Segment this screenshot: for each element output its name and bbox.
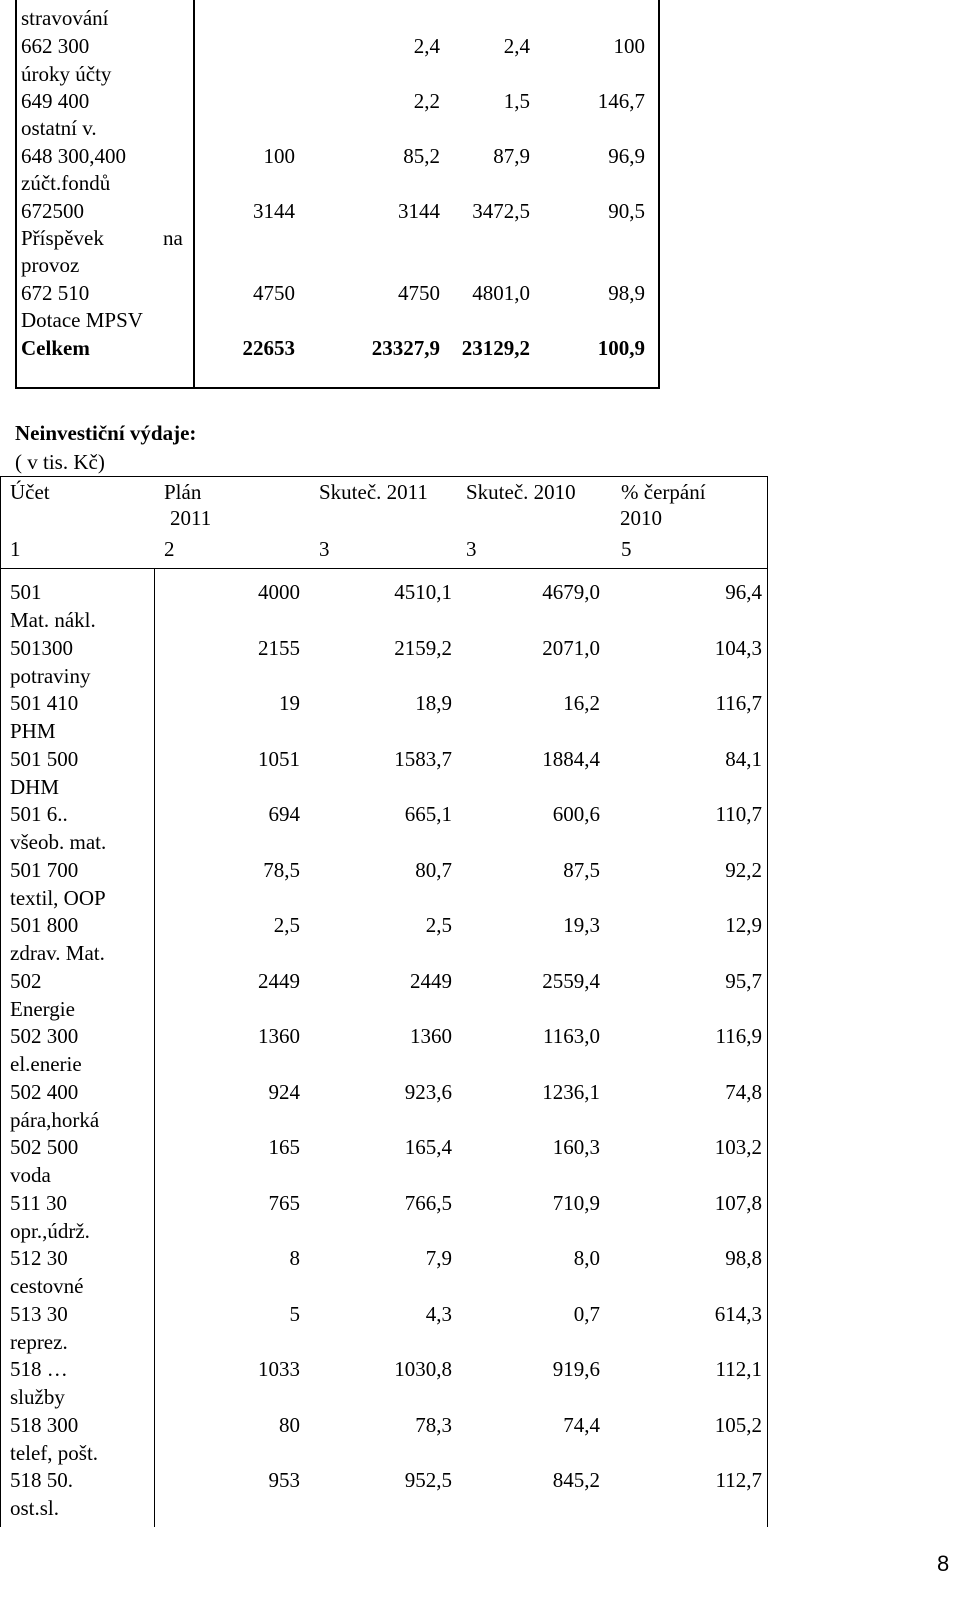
col-number: 5 [621,537,632,561]
row-sk2011: 80,7 [415,858,452,882]
row-sk2010: 8,0 [573,1246,600,1270]
row-account-name: textil, OOP [10,886,106,910]
top-row-plan2: 85,2 [403,144,440,168]
row-plan: 953 [268,1468,300,1492]
top-row-plan2: 3144 [398,199,440,223]
top-table-left-border [15,0,17,389]
header-top-border [0,476,768,477]
top-total-sk2011: 23129,2 [461,336,530,360]
row-pct: 84,1 [725,747,762,771]
row-sk2011: 18,9 [415,691,452,715]
row-pct: 110,7 [715,802,762,826]
row-plan: 765 [268,1191,300,1215]
row-account-code: 502 300 [10,1024,79,1048]
top-row-code: 672500 [21,199,84,223]
row-pct: 107,8 [714,1191,762,1215]
top-row-label: zúčt.fondů [21,171,111,195]
row-sk2010: 160,3 [552,1135,600,1159]
row-account-code: 501 6.. [10,802,68,826]
row-plan: 5 [289,1302,300,1326]
row-plan: 19 [279,691,300,715]
top-row-plan2: 2,2 [413,89,440,113]
row-pct: 103,2 [714,1135,762,1159]
row-plan: 1051 [258,747,300,771]
top-row-label: na [163,226,183,250]
row-account-name: Mat. nákl. [10,608,96,632]
top-table-divider [193,0,195,389]
row-account-code: 511 30 [10,1191,67,1215]
row-sk2010: 1163,0 [543,1024,600,1048]
row-account-code: 502 400 [10,1080,79,1104]
row-account-name: všeob. mat. [10,830,107,854]
top-table-right-border [658,0,660,389]
top-row-label: Příspěvek [21,226,104,250]
row-sk2011: 766,5 [404,1191,452,1215]
top-row-code: 662 300 [21,34,90,58]
row-sk2010: 710,9 [552,1191,600,1215]
row-account-code: 501 700 [10,858,79,882]
row-plan: 165 [268,1135,300,1159]
top-row-sk2011: 87,9 [493,144,530,168]
top-row-label: provoz [21,253,80,277]
body-divider [154,568,155,1527]
header-right-border [767,476,768,569]
row-account-name: voda [10,1163,51,1187]
page-number: 8 [937,1551,950,1576]
unit-note: ( v tis. Kč) [15,450,105,474]
row-sk2010: 74,4 [563,1413,600,1437]
row-pct: 74,8 [725,1080,762,1104]
top-row-sk2011: 2,4 [503,34,530,58]
row-plan: 2,5 [273,913,300,937]
row-sk2011: 1030,8 [394,1357,452,1381]
row-sk2010: 87,5 [563,858,600,882]
top-row-plan2: 4750 [398,281,440,305]
row-account-name: DHM [10,775,60,799]
row-account-code: 502 [10,969,42,993]
row-sk2010: 845,2 [552,1468,600,1492]
row-sk2011: 1360 [410,1024,452,1048]
row-account-name: telef, pošt. [10,1441,99,1465]
row-account-name: služby [10,1385,65,1409]
top-row-sk2011: 4801,0 [472,281,530,305]
row-account-code: 501 800 [10,913,79,937]
header-ucet: Účet [10,480,50,504]
top-total-label: Celkem [21,336,90,360]
row-account-name: PHM [10,719,56,743]
row-sk2011: 7,9 [425,1246,452,1270]
row-plan: 2449 [258,969,300,993]
row-sk2010: 0,7 [573,1302,600,1326]
row-pct: 98,8 [725,1246,762,1270]
row-account-code: 512 30 [10,1246,68,1270]
row-account-name: zdrav. Mat. [10,941,105,965]
top-row-plan1: 3144 [253,199,295,223]
row-sk2010: 1236,1 [542,1080,600,1104]
row-account-code: 501 500 [10,747,79,771]
row-pct: 112,7 [715,1468,762,1492]
col-number: 3 [319,537,330,561]
row-sk2011: 2449 [410,969,452,993]
row-pct: 96,4 [725,580,762,604]
header-pct-year: 2010 [620,506,662,530]
row-plan: 924 [268,1080,300,1104]
row-sk2011: 2159,2 [394,636,452,660]
top-row-code: 648 300,400 [21,144,126,168]
row-account-name: ost.sl. [10,1496,60,1520]
header-sk2011: Skuteč. 2011 [319,480,428,504]
row-sk2010: 19,3 [563,913,600,937]
col-number: 3 [466,537,477,561]
row-sk2010: 2071,0 [542,636,600,660]
row-plan: 4000 [258,580,300,604]
row-account-name: pára,horká [10,1108,100,1132]
body-right-border [767,568,768,1527]
row-sk2010: 4679,0 [542,580,600,604]
col-number: 2 [164,537,175,561]
top-total-pct: 100,9 [597,336,645,360]
row-pct: 116,9 [715,1024,762,1048]
row-pct: 116,7 [715,691,762,715]
top-row-pct: 96,9 [608,144,645,168]
row-account-code: 518 … [10,1357,68,1381]
top-row-label: stravování [21,6,109,30]
header-pct: % čerpání [621,480,706,504]
row-plan: 80 [279,1413,300,1437]
top-row-label: Dotace MPSV [21,308,143,332]
row-plan: 2155 [258,636,300,660]
row-sk2010: 919,6 [552,1357,600,1381]
row-account-name: cestovné [10,1274,84,1298]
top-row-pct: 146,7 [597,89,645,113]
row-pct: 105,2 [714,1413,762,1437]
row-plan: 694 [268,802,300,826]
row-pct: 112,1 [715,1357,762,1381]
row-account-name: el.enerie [10,1052,82,1076]
row-plan: 78,5 [263,858,300,882]
top-row-sk2011: 1,5 [503,89,530,113]
row-account-code: 513 30 [10,1302,68,1326]
row-sk2010: 1884,4 [542,747,600,771]
row-pct: 104,3 [714,636,762,660]
top-table-bottom-border [15,387,660,389]
top-row-code: 649 400 [21,89,90,113]
row-sk2010: 16,2 [563,691,600,715]
top-row-label: ostatní v. [21,116,97,140]
header-sk2010: Skuteč. 2010 [466,480,576,504]
row-account-name: Energie [10,997,75,1021]
body-left-border [0,568,1,1527]
row-sk2011: 2,5 [425,913,452,937]
row-pct: 614,3 [714,1302,762,1326]
row-account-name: reprez. [10,1330,68,1354]
row-account-code: 501 [10,580,42,604]
top-row-plan1: 4750 [253,281,295,305]
row-plan: 8 [289,1246,300,1270]
row-pct: 92,2 [725,858,762,882]
row-sk2011: 4,3 [425,1302,452,1326]
row-sk2011: 165,4 [404,1135,452,1159]
row-account-name: opr.,údrž. [10,1219,90,1243]
row-sk2011: 923,6 [404,1080,452,1104]
row-sk2011: 952,5 [404,1468,452,1492]
row-sk2011: 1583,7 [394,747,452,771]
row-pct: 95,7 [725,969,762,993]
col-number: 1 [10,537,21,561]
top-row-sk2011: 3472,5 [472,199,530,223]
row-plan: 1360 [258,1024,300,1048]
row-account-code: 501300 [10,636,73,660]
top-total-plan1: 22653 [242,336,295,360]
row-account-code: 501 410 [10,691,79,715]
top-row-plan2: 2,4 [413,34,440,58]
row-plan: 1033 [258,1357,300,1381]
row-pct: 12,9 [725,913,762,937]
header-plan: Plán [164,480,202,504]
header-plan-year: 2011 [170,506,212,530]
row-account-name: potraviny [10,664,91,688]
header-bottom-border [0,568,768,569]
row-sk2010: 2559,4 [542,969,600,993]
top-row-code: 672 510 [21,281,90,305]
top-row-plan1: 100 [263,144,295,168]
row-account-code: 502 500 [10,1135,79,1159]
top-row-label: úroky účty [21,62,112,86]
row-sk2011: 665,1 [404,802,452,826]
section-title: Neinvestiční výdaje: [15,421,197,445]
row-account-code: 518 300 [10,1413,79,1437]
row-sk2011: 78,3 [415,1413,452,1437]
top-row-pct: 90,5 [608,199,645,223]
row-account-code: 518 50. [10,1468,73,1492]
top-row-pct: 98,9 [608,281,645,305]
top-row-pct: 100 [613,34,645,58]
row-sk2010: 600,6 [552,802,600,826]
row-sk2011: 4510,1 [394,580,452,604]
top-total-plan2: 23327,9 [371,336,440,360]
header-left-border [0,476,1,569]
